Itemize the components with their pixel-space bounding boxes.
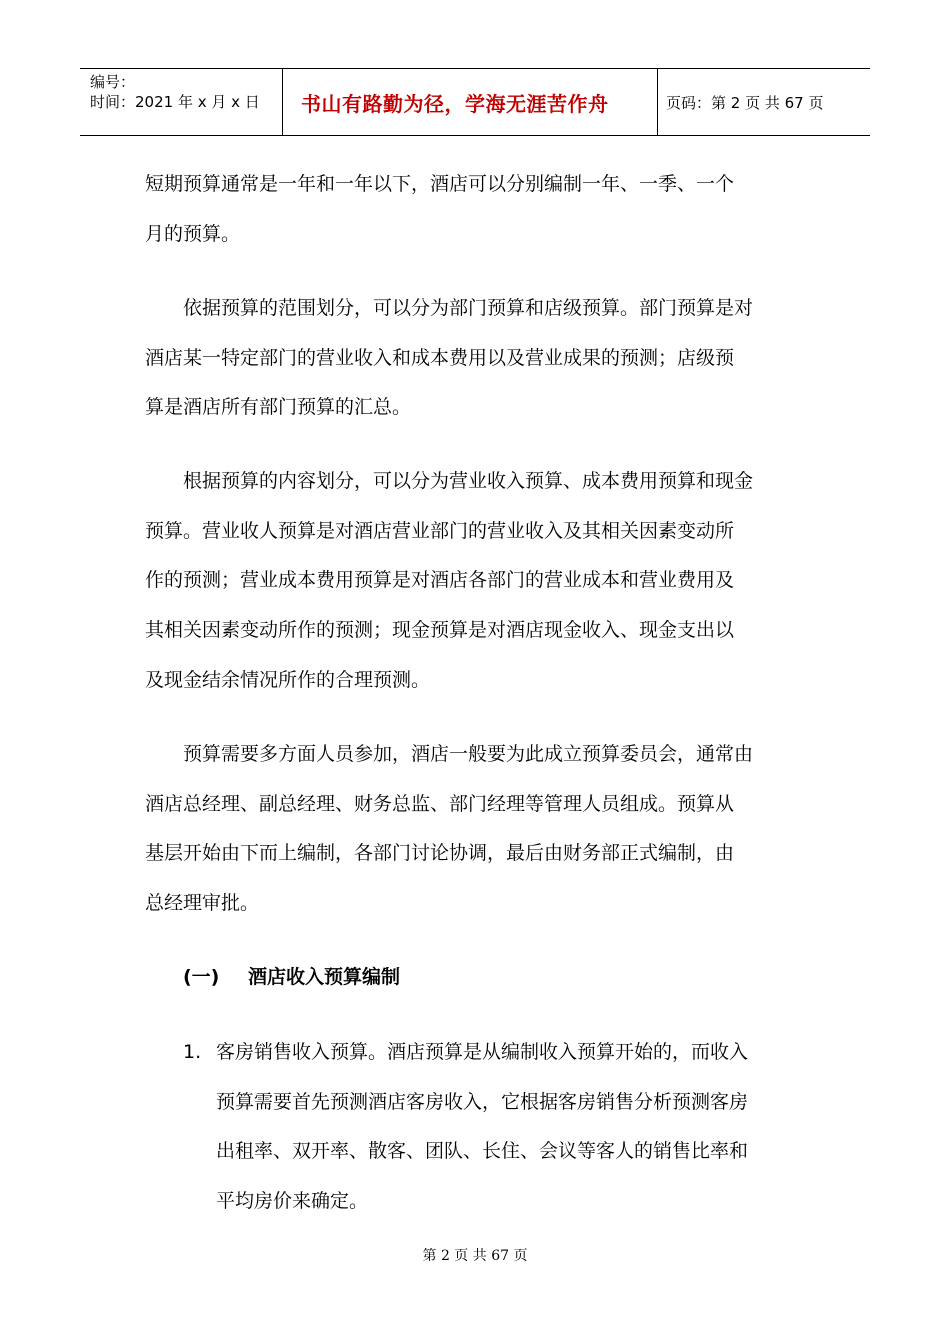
paragraph-line: 依据预算的范围划分，可以分为部门预算和店级预算。部门预算是对	[183, 297, 754, 319]
list-item-line: 平均房价来确定。	[216, 1190, 369, 1213]
paragraph-short-term-budget	[145, 160, 810, 259]
paragraph-line: 酒店总经理、副总经理、财务总监、部门经理等管理人员组成。预算从	[145, 792, 735, 815]
paragraph-line: 基层开始由下而上编制，各部门讨论协调，最后由财务部正式编制，由	[145, 842, 735, 865]
paragraph-line: 短期预算通常是一年和一年以下，酒店可以分别编制一年、一季、一个	[145, 173, 735, 195]
paragraph-line: 及现金结余情况所作的合理预测。	[145, 668, 431, 691]
paragraph-budget-committee	[145, 730, 810, 929]
list-item-text	[216, 1028, 816, 1227]
page-header	[80, 68, 870, 136]
header-meta	[80, 69, 282, 135]
section-heading	[183, 953, 400, 1003]
paragraph-line: 作的预测；营业成本费用预算是对酒店各部门的营业成本和营业费用及	[145, 569, 735, 592]
list-item-line: 预算需要首先预测酒店客房收入，它根据客房销售分析预测客房	[216, 1090, 749, 1113]
header-motto: 书山有路勤为径，学海无涯苦作舟	[282, 69, 658, 135]
paragraph-line: 根据预算的内容划分，可以分为营业收入预算、成本费用预算和现金	[183, 470, 754, 492]
paragraph-line: 总经理审批。	[145, 892, 260, 915]
list-item-marker: 1.	[183, 1041, 202, 1063]
list-item-line: 出租率、双开率、散客、团队、长住、会议等客人的销售比率和	[216, 1140, 749, 1163]
page-footer: 第 2 页 共 67 页	[422, 1248, 528, 1264]
header-page-info: 页码：第 2 页 共 67 页	[666, 93, 824, 112]
section-number: (一)	[183, 966, 220, 988]
list-item-line: 客房销售收入预算。酒店预算是从编制收入预算开始的，而收入	[216, 1041, 749, 1063]
paragraph-budget-scope	[145, 284, 810, 433]
section-title: 酒店收入预算编制	[248, 966, 401, 988]
paragraph-budget-content	[145, 457, 810, 706]
document-time-label: 时间：2021 年 x 月 x 日	[90, 93, 260, 111]
paragraph-line: 预算需要多方面人员参加，酒店一般要为此成立预算委员会，通常由	[183, 743, 754, 765]
paragraph-line: 其相关因素变动所作的预测；现金预算是对酒店现金收入、现金支出以	[145, 619, 735, 642]
document-number-label: 编号：	[90, 73, 136, 91]
paragraph-line: 算是酒店所有部门预算的汇总。	[145, 396, 412, 419]
paragraph-line: 预算。营业收人预算是对酒店营业部门的营业收入及其相关因素变动所	[145, 519, 735, 542]
paragraph-line: 酒店某一特定部门的营业收入和成本费用以及营业成果的预测；店级预	[145, 346, 735, 369]
paragraph-line: 月的预算。	[145, 222, 241, 245]
